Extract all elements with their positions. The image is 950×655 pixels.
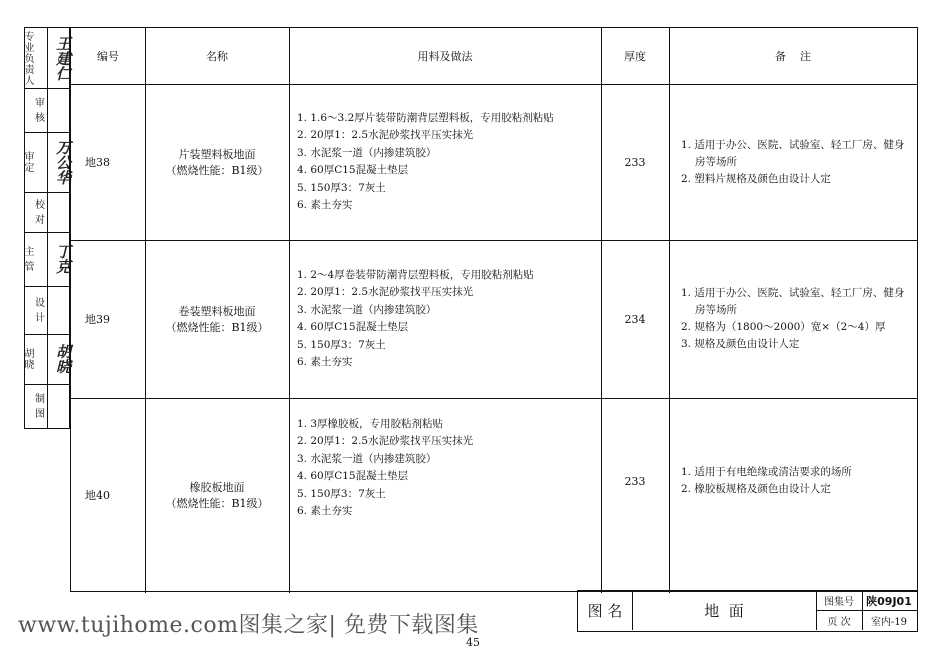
fire-rating: （燃烧性能：B1级） [165,496,269,510]
step-item: 1. 3厚橡胶板，专用胶粘剂粘贴 [297,417,444,430]
step-item: 4. 60厚C15混凝土垫层 [297,470,409,482]
step-item: 5. 150厚3：7灰土 [297,181,386,194]
step-item: 2. 20厚1：2.5水泥砂浆找平压实抹光 [297,286,474,298]
step-item: 5. 150厚3：7灰土 [297,487,386,500]
row-remarks [681,240,907,398]
page-label: 页 次 [827,617,851,628]
step-item: 1. 2～4厚卷装带防潮背层塑料板，专用胶粘剂粘贴 [297,268,534,281]
signature: 万公华 [54,139,72,185]
strip-cell-draft [25,384,69,428]
atlas-label: 图集号 [824,597,854,608]
strip-label: 设 计 [32,296,44,324]
strip-label: 审定 [22,151,33,173]
step-item: 6. 素土夯实 [297,356,353,368]
title-block [577,590,918,632]
row-steps [297,240,597,398]
figure-name: 地 面 [704,602,744,620]
remark-item: 1. 适用于办公、医院、试验室、轻工厂房、健身房等场所 [681,138,905,168]
remark-item: 2. 橡胶板规格及颜色由设计人定 [681,483,831,495]
fire-rating: （燃烧性能：B1级） [165,164,269,177]
figure-label: 图 名 [587,602,623,620]
header-remarks: 备 注 [775,50,811,63]
step-item: 3. 水泥浆一道（内掺建筑胶） [297,146,437,159]
row-code: 地38 [85,156,110,169]
row-steps [297,84,597,240]
header-thickness: 厚度 [624,50,646,63]
page-value: 室内-19 [870,617,908,628]
step-item: 4. 60厚C15混凝土垫层 [297,164,409,176]
fire-rating: （燃烧性能：B1级） [165,321,269,334]
signature: 王建仁 [54,35,72,81]
row-name [145,398,289,591]
row-code: 地39 [85,313,110,326]
row-name [145,84,289,240]
header-name: 名称 [206,50,228,63]
watermark-link[interactable]: www.tujihome.com图集之家| 免费下载图集 [18,613,479,638]
step-item: 3. 水泥浆一道（内掺建筑胶） [297,303,437,316]
step-item: 2. 20厚1：2.5水泥砂浆找平压实抹光 [297,129,474,141]
signature: 丁克 [54,244,72,274]
atlas-value: 陕09J01 [866,594,912,608]
strip-cell-approve [22,132,72,193]
remark-item: 2. 规格为（1800～2000）宽×（2～4）厚 [681,321,886,333]
material-name: 橡胶板地面 [189,480,245,494]
material-name: 片装塑料板地面 [178,148,256,161]
row-code: 地40 [85,488,110,502]
strip-cell-supervise [22,232,72,287]
strip-cell-chief [22,28,72,89]
row-remarks [681,398,907,564]
strip-cell-designer [22,334,72,385]
row-thickness: 233 [624,155,646,169]
step-item: 6. 素土夯实 [297,505,353,517]
remark-item: 3. 规格及颜色由设计人定 [681,338,800,350]
step-item: 4. 60厚C15混凝土垫层 [297,321,409,333]
row-remarks [681,84,907,240]
col-divider [669,28,670,593]
strip-label: 审 核 [32,96,44,124]
strip-cell-design [25,286,69,335]
strip-label: 专业负责人 [22,30,33,86]
strip-label: 制 图 [32,392,44,420]
step-item: 6. 素土夯实 [297,199,353,211]
step-item: 1. 1.6～3.2厚片装带防潮背层塑料板，专用胶粘剂粘贴 [297,111,554,124]
material-name: 卷装塑料板地面 [178,305,256,318]
row-thickness: 233 [624,474,646,488]
strip-label: 胡晓 [22,348,33,370]
row-name [145,240,289,398]
strip-cell-check [25,192,69,233]
col-divider [289,28,290,593]
header-method: 用料及做法 [417,50,473,63]
signature: 胡晓 [54,344,72,374]
header-code: 编号 [97,50,119,63]
remark-item: 1. 适用于办公、医院、试验室、轻工厂房、健身房等场所 [681,287,905,316]
step-item: 5. 150厚3：7灰土 [297,338,386,351]
step-item: 3. 水泥浆一道（内掺建筑胶） [297,452,437,465]
strip-cell-review [25,88,69,133]
strip-label: 主 管 [22,245,33,273]
row-steps [297,398,597,538]
signoff-strip [24,27,70,429]
remark-item: 2. 塑料片规格及颜色由设计人定 [681,172,831,185]
row-thickness: 234 [624,312,646,326]
step-item: 2. 20厚1：2.5水泥砂浆找平压实抹光 [297,435,474,447]
strip-label: 校 对 [32,198,44,226]
page-number: 45 [466,636,480,649]
construction-table [70,27,918,592]
remark-item: 1. 适用于有电绝缘或清洁要求的场所 [681,466,852,478]
